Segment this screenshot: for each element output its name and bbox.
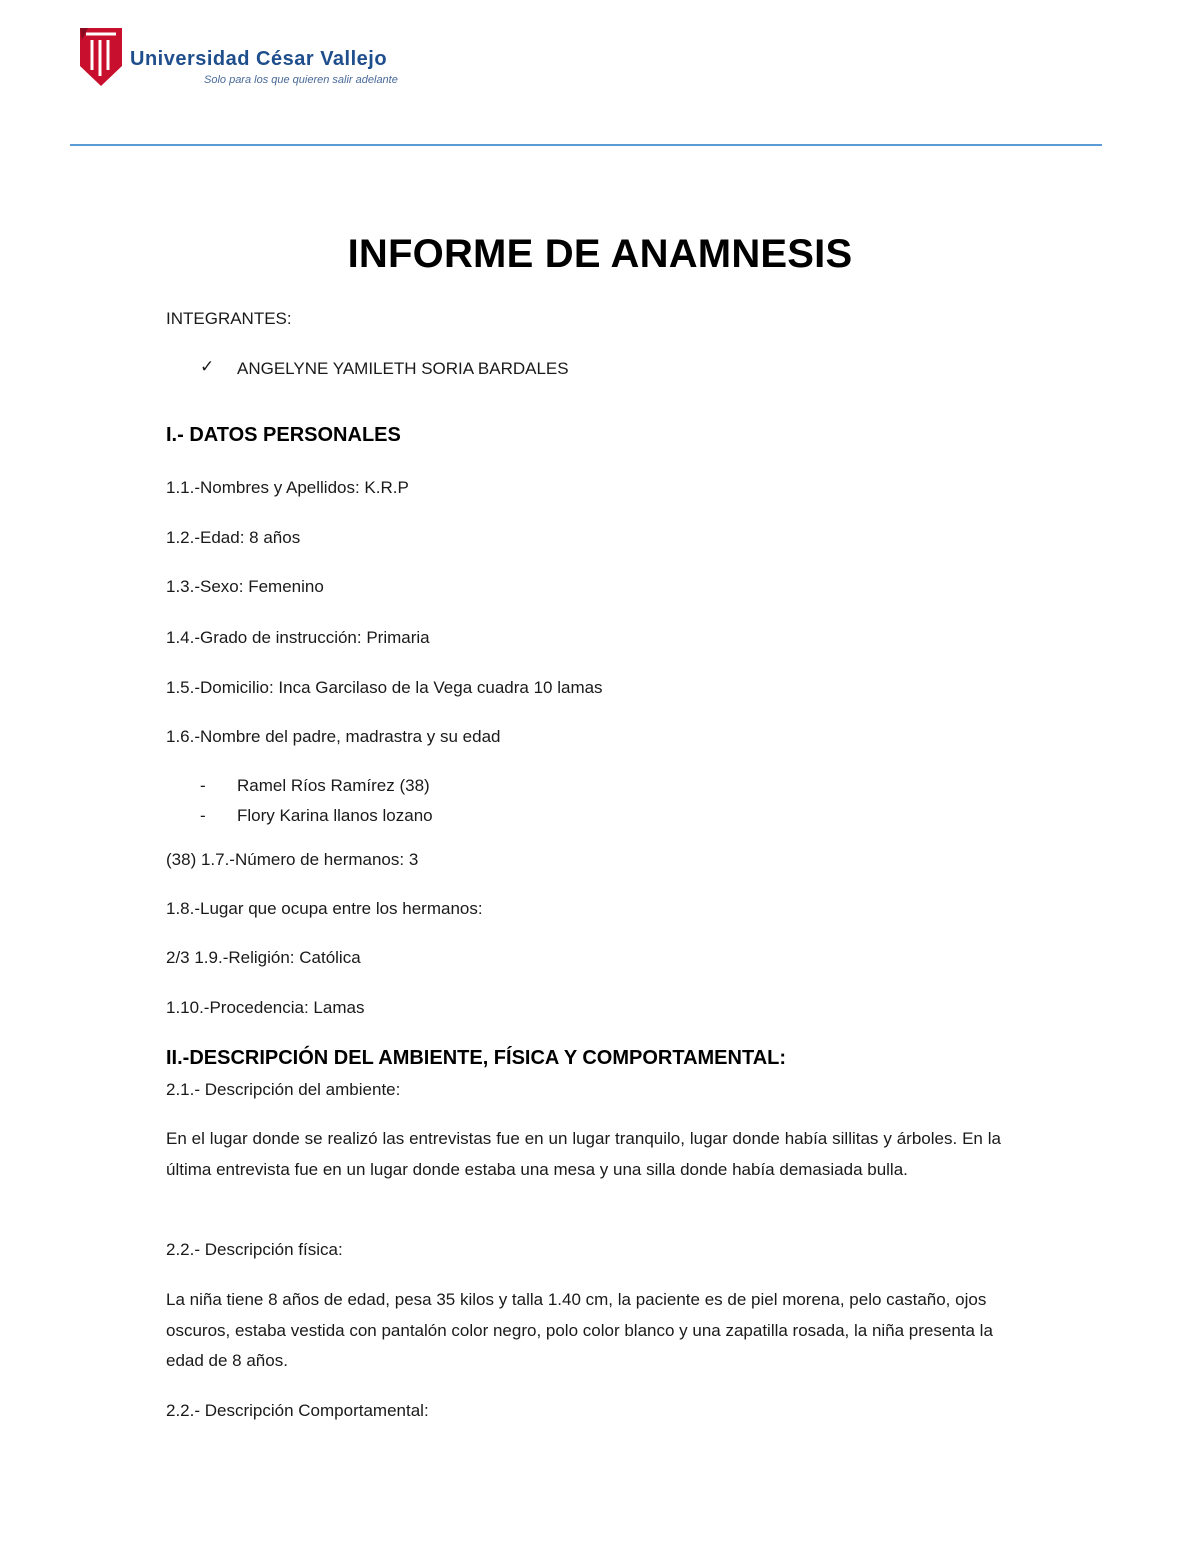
personal-data-item: 1.6.-Nombre del padre, madrastra y su edad [166,727,501,746]
dash-bullet: - [200,776,206,795]
personal-data-item: 1.5.-Domicilio: Inca Garcilaso de la Vega cuadra 10 lamas [166,678,603,697]
integrantes-label: INTEGRANTES: [166,309,292,328]
university-logo [78,26,398,90]
personal-data-item: 1.2.-Edad: 8 años [166,528,301,547]
personal-data-item: (38) 1.7.-Número de hermanos: 3 [166,850,419,869]
document-title: INFORME DE ANAMNESIS [347,232,853,276]
personal-data-item: 1.8.-Lugar que ocupa entre los hermanos: [166,899,483,918]
section-heading-personal-data: I.- DATOS PERSONALES [166,424,401,446]
parent-item: Ramel Ríos Ramírez (38) [237,776,430,795]
subsection-heading: 2.2.- Descripción Comportamental: [166,1401,429,1420]
member-name: ANGELYNE YAMILETH SORIA BARDALES [237,359,569,378]
subsection-heading: 2.2.- Descripción física: [166,1240,343,1259]
personal-data-item: 1.4.-Grado de instrucción: Primaria [166,628,430,647]
personal-data-item: 1.1.-Nombres y Apellidos: K.R.P [166,478,409,497]
subsection-heading: 2.1.- Descripción del ambiente: [166,1080,401,1099]
header-divider [70,144,1102,146]
personal-data-item: 1.10.-Procedencia: Lamas [166,998,365,1017]
section-heading-description: II.-DESCRIPCIÓN DEL AMBIENTE, FÍSICA Y COMPORTAMENTAL: [166,1047,787,1069]
personal-data-item: 1.3.-Sexo: Femenino [166,577,324,596]
checkmark-icon: ✓ [200,357,215,376]
environment-paragraph: En el lugar donde se realizó las entrevistas fue en un lugar tranquilo, lugar donde había sillitas y árboles. En la última entrevista fue en un lugar donde estaba una mesa y una silla donde había demasiada bulla. [166,1129,1001,1179]
parent-item: Flory Karina llanos lozano [237,806,433,825]
physical-paragraph: La niña tiene 8 años de edad, pesa 35 kilos y talla 1.40 cm, la paciente es de piel morena, pelo castaño, ojos oscuros, estaba vestida con pantalón color negro, polo color blanco y una zapatilla rosada, la niña presenta la edad de 8 años. [166,1290,993,1370]
university-name: Universidad César Vallejo [130,48,388,70]
personal-data-item: 2/3 1.9.-Religión: Católica [166,948,361,967]
dash-bullet: - [200,806,206,825]
university-shield-icon [78,26,124,88]
university-tagline: Solo para los que quieren salir adelante [204,74,398,86]
